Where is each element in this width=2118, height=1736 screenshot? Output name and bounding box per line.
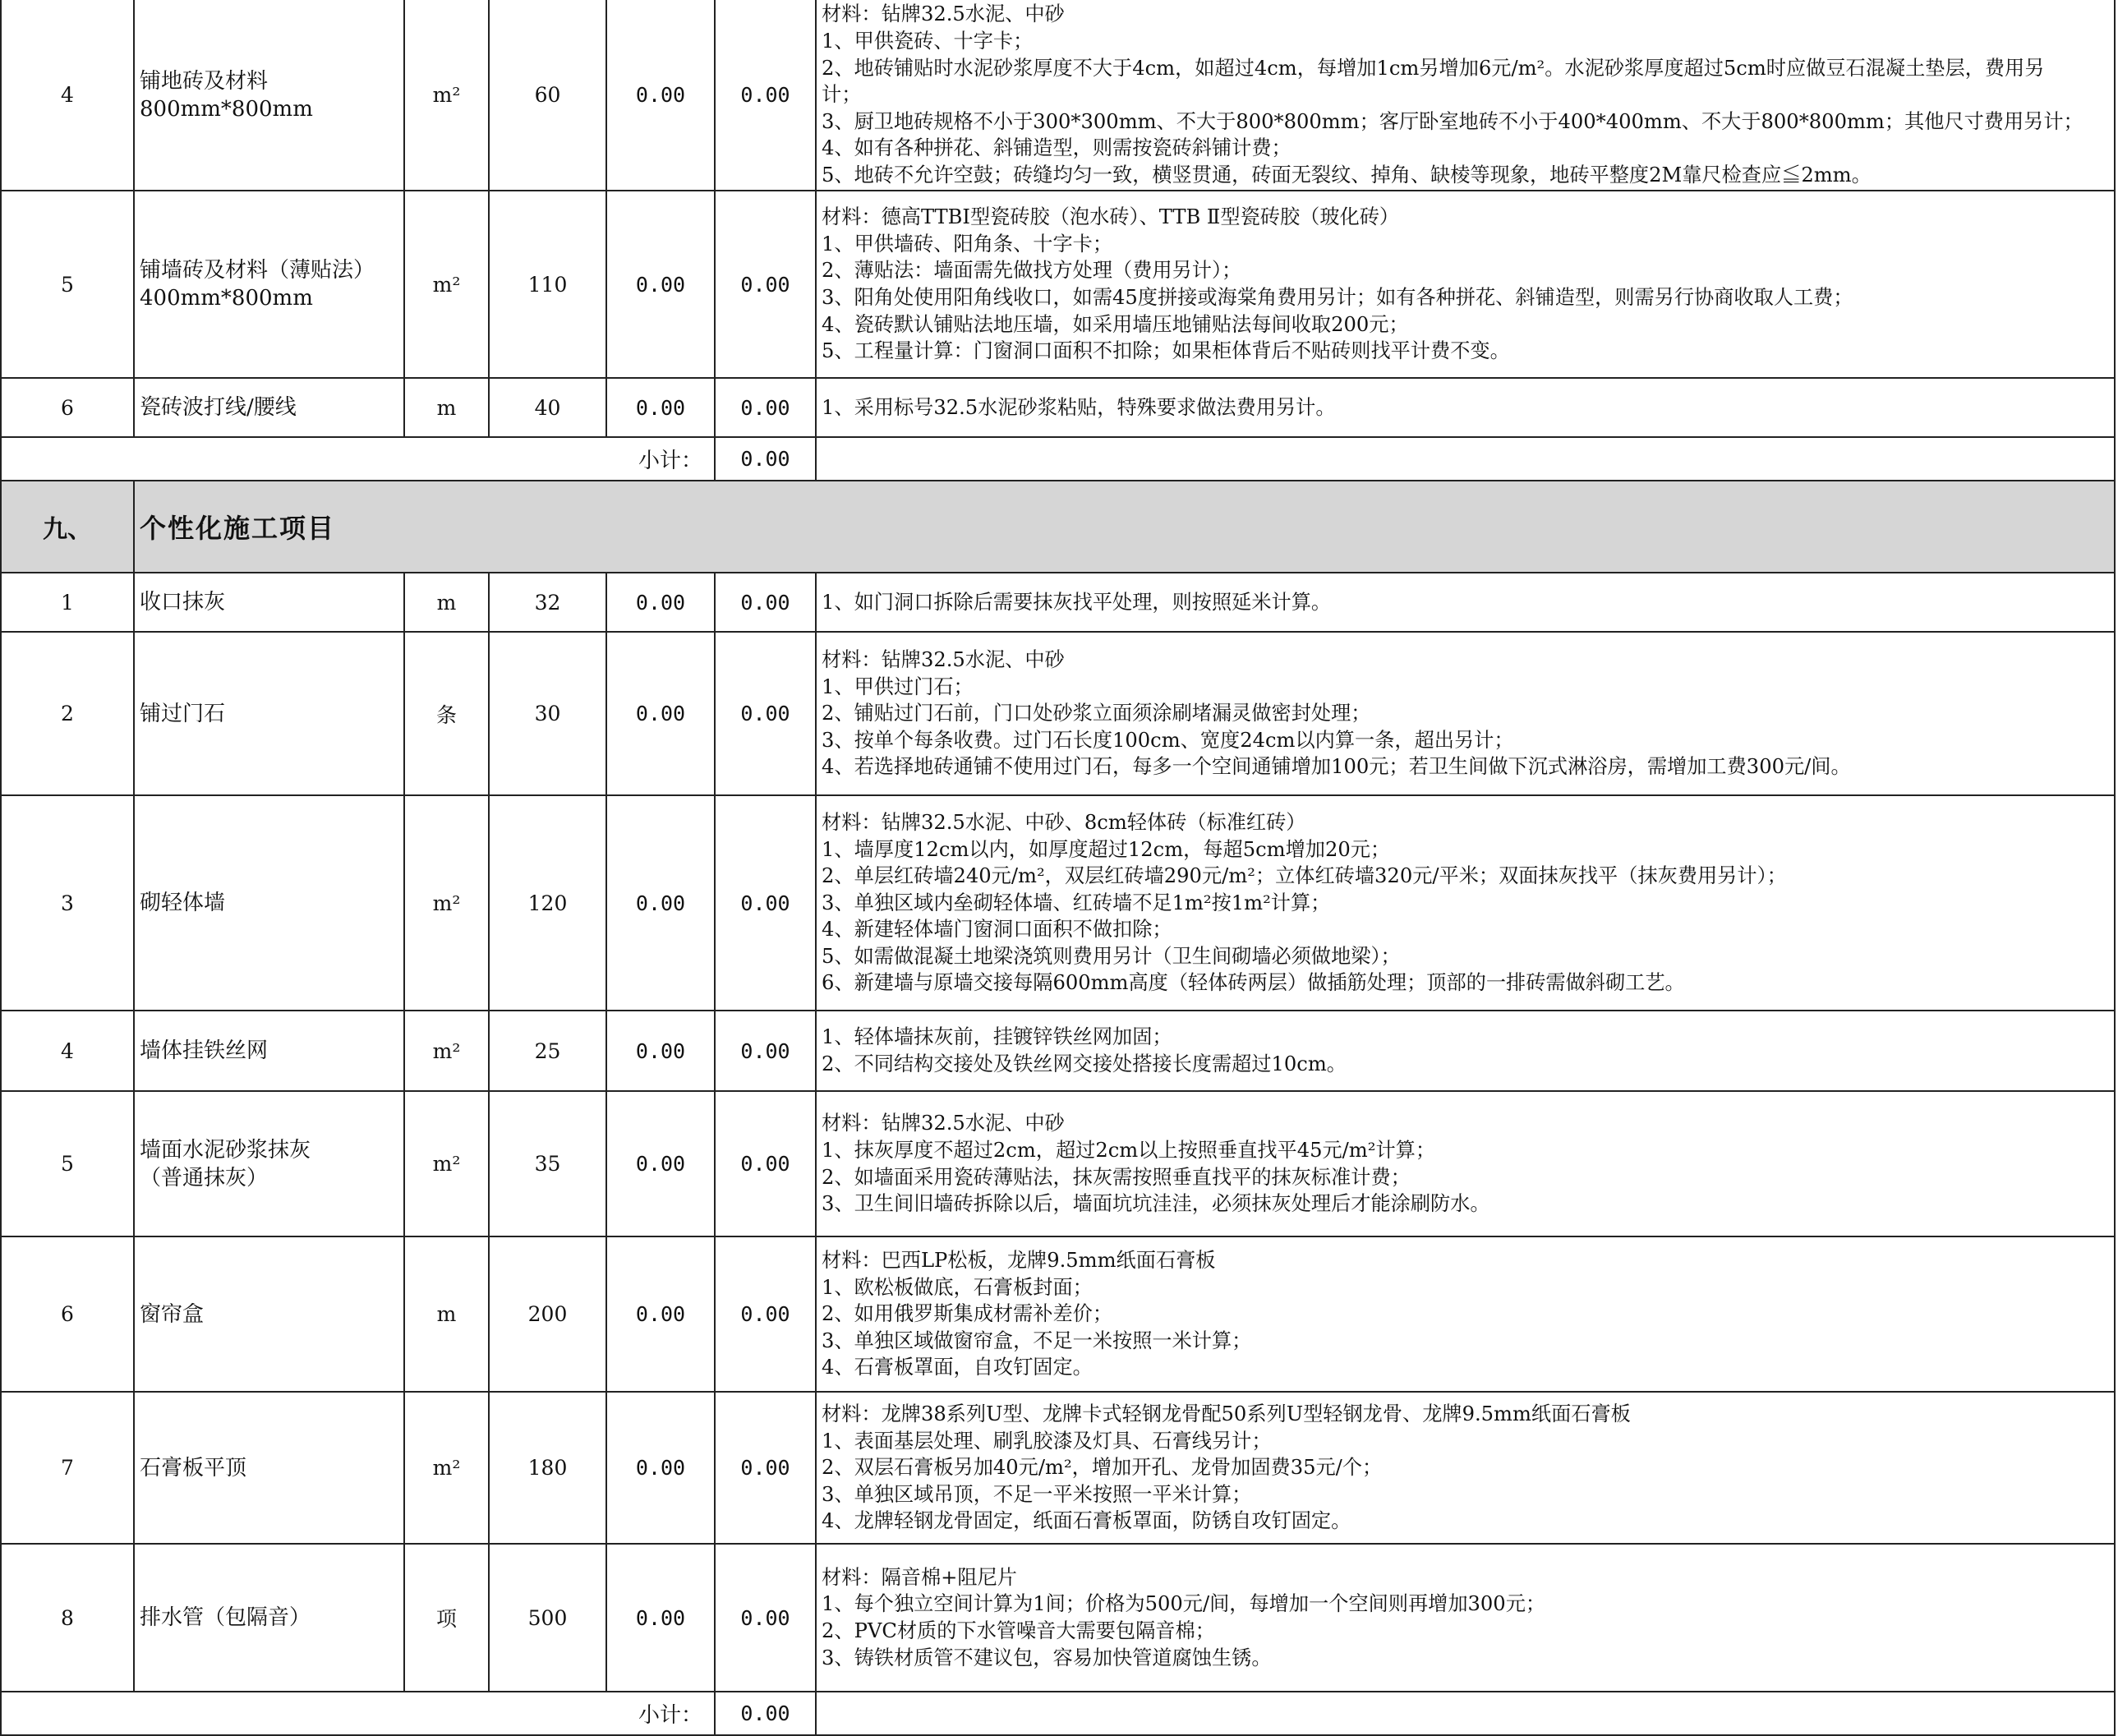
description-line: 1、墙厚度12cm以内，如厚度超过12cm，每超5cm增加20元；	[822, 837, 1391, 861]
item-name	[134, 1392, 404, 1544]
item-price: 0.00	[606, 573, 715, 632]
item-name-line: 排水管（包隔音）	[140, 1605, 311, 1630]
item-price: 0.00	[606, 1236, 715, 1392]
item-quantity: 200	[489, 1236, 606, 1392]
item-total: 0.00	[715, 191, 816, 378]
item-unit: m²	[404, 1392, 489, 1544]
item-name-line: 墙面水泥砂浆抹灰	[140, 1137, 311, 1163]
item-unit: m²	[404, 0, 489, 191]
section-number: 九、	[1, 481, 134, 573]
description-line: 6、新建墙与原墙交接每隔600mm高度（轻体砖两层）做插筋处理；顶部的一排砖需做斜砌工艺。	[822, 971, 1685, 995]
description-line: 4、石膏板罩面，自攻钉固定。	[822, 1356, 1093, 1379]
item-name	[134, 1236, 404, 1392]
item-unit: 条	[404, 632, 489, 795]
item-number: 4	[1, 0, 134, 191]
item-name	[134, 0, 404, 191]
item-number: 7	[1, 1392, 134, 1544]
item-name	[134, 632, 404, 795]
description-line: 1、欧松板做底，石膏板封面；	[822, 1275, 1093, 1299]
description-line: 2、地砖铺贴时水泥砂浆厚度不大于4cm，如超过4cm，每增加1cm另增加6元/m²。水泥砂浆厚度超过5cm时应做豆石混凝土垫层，费用另	[822, 56, 2045, 80]
description-line: 4、瓷砖默认铺贴法地压墙，如采用墙压地铺贴法每间收取200元；	[822, 312, 1409, 336]
item-number: 6	[1, 1236, 134, 1392]
item-number: 1	[1, 573, 134, 632]
item-name	[134, 378, 404, 437]
table-row	[1, 378, 2115, 437]
description-line: 3、单独区域吊顶，不足一平米按照一平米计算；	[822, 1482, 1252, 1506]
item-quantity: 32	[489, 573, 606, 632]
item-name-line: 800mm*800mm	[140, 96, 313, 122]
table-row	[1, 795, 2115, 1011]
description-line: 材料：龙牌38系列U型、龙牌卡式轻钢龙骨配50系列U型轻钢龙骨、龙牌9.5mm纸面石膏板	[822, 1402, 1631, 1426]
item-description	[816, 0, 2115, 191]
item-name-line: 铺地砖及材料	[140, 68, 269, 94]
item-name-line: 瓷砖波打线/腰线	[140, 395, 297, 420]
description-line: 1、轻体墙抹灰前，挂镀锌铁丝网加固；	[822, 1025, 1172, 1049]
item-number: 2	[1, 632, 134, 795]
table-row	[1, 632, 2115, 795]
item-name-line: 墙体挂铁丝网	[140, 1038, 269, 1063]
item-unit: m²	[404, 1011, 489, 1091]
item-price: 0.00	[606, 1011, 715, 1091]
item-name-line: 400mm*800mm	[140, 286, 313, 311]
description-line: 3、单独区域做窗帘盒，不足一米按照一米计算；	[822, 1328, 1252, 1352]
subtotal-value: 0.00	[715, 437, 816, 481]
description-line: 材料：钻牌32.5水泥、中砂	[822, 2, 1065, 26]
table-row	[1, 1236, 2115, 1392]
description-line: 2、薄贴法：墙面需先做找方处理（费用另计）；	[822, 259, 1242, 283]
description-line: 材料：钻牌32.5水泥、中砂、8cm轻体砖（标准红砖）	[822, 810, 1306, 834]
item-number: 3	[1, 795, 134, 1011]
section-header-row	[1, 481, 2115, 573]
item-total: 0.00	[715, 795, 816, 1011]
item-quantity: 60	[489, 0, 606, 191]
description-line: 2、PVC材质的下水管噪音大需要包隔音棉；	[822, 1619, 1215, 1642]
description-line: 2、单层红砖墙240元/m²，双层红砖墙290元/m²；立体红砖墙320元/平米；双面抹灰找平（抹灰费用另计）；	[822, 864, 1787, 888]
description-line: 1、表面基层处理、刷乳胶漆及灯具、石膏线另计；	[822, 1429, 1272, 1453]
subtotal-label: 小计：	[1, 437, 715, 481]
item-total: 0.00	[715, 0, 816, 191]
subtotal-value: 0.00	[715, 1692, 816, 1735]
item-name-line: 收口抹灰	[140, 590, 226, 615]
item-price: 0.00	[606, 378, 715, 437]
item-price: 0.00	[606, 0, 715, 191]
table-row	[1, 191, 2115, 378]
description-line: 3、卫生间旧墙砖拆除以后，墙面坑坑洼洼，必须抹灰处理后才能涂刷防水。	[822, 1192, 1490, 1216]
description-line: 4、若选择地砖通铺不使用过门石，每多一个空间通铺增加100元；若卫生间做下沉式淋浴房，需增加工费300元/间。	[822, 755, 1851, 779]
item-price: 0.00	[606, 191, 715, 378]
item-name-line: （普通抹灰）	[140, 1165, 269, 1190]
item-number: 8	[1, 1544, 134, 1692]
description-line: 1、甲供墙砖、阳角条、十字卡；	[822, 232, 1113, 256]
item-description	[816, 795, 2115, 1011]
item-number: 6	[1, 378, 134, 437]
item-name-line: 窗帘盒	[140, 1301, 205, 1327]
description-line: 材料：钻牌32.5水泥、中砂	[822, 1112, 1065, 1135]
item-total: 0.00	[715, 1091, 816, 1236]
item-name-line: 铺过门石	[140, 701, 226, 726]
item-price: 0.00	[606, 632, 715, 795]
description-line: 3、按单个每条收费。过门石长度100cm、宽度24cm以内算一条，超出另计；	[822, 728, 1514, 752]
item-total: 0.00	[715, 1011, 816, 1091]
description-line: 2、铺贴过门石前，门口处砂浆立面须涂刷堵漏灵做密封处理；	[822, 702, 1371, 725]
item-name	[134, 1011, 404, 1091]
item-description	[816, 1011, 2115, 1091]
item-total: 0.00	[715, 1544, 816, 1692]
item-unit: m	[404, 573, 489, 632]
description-line: 3、厨卫地砖规格不小于300*300mm、不大于800*800mm；客厅卧室地砖不小于400*400mm、不大于800*800mm；其他尺寸费用另计；	[822, 109, 2083, 133]
description-line: 5、如需做混凝土地梁浇筑则费用另计（卫生间砌墙必须做地梁）；	[822, 944, 1401, 968]
subtotal-row	[1, 1692, 2115, 1735]
item-unit: m²	[404, 1091, 489, 1236]
description-line: 1、采用标号32.5水泥砂浆粘贴，特殊要求做法费用另计。	[822, 395, 1336, 419]
table-row	[1, 1544, 2115, 1692]
table-row	[1, 1091, 2115, 1236]
item-name	[134, 573, 404, 632]
item-name-line: 砌轻体墙	[140, 891, 226, 915]
item-quantity: 40	[489, 378, 606, 437]
item-quantity: 25	[489, 1011, 606, 1091]
description-line: 3、阳角处使用阳角线收口，如需45度拼接或海棠角费用另计；如有各种拼花、斜铺造型，则需另行协商收取人工费；	[822, 286, 1853, 309]
item-price: 0.00	[606, 1091, 715, 1236]
item-total: 0.00	[715, 1236, 816, 1392]
item-number: 5	[1, 1091, 134, 1236]
item-description	[816, 378, 2115, 437]
description-line: 1、每个独立空间计算为1间；价格为500元/间，每增加一个空间则再增加300元；	[822, 1592, 1546, 1616]
item-number: 4	[1, 1011, 134, 1091]
item-unit: m²	[404, 795, 489, 1011]
item-total: 0.00	[715, 378, 816, 437]
table-row	[1, 0, 2115, 191]
item-unit: m	[404, 1236, 489, 1392]
item-unit: 项	[404, 1544, 489, 1692]
description-line: 计；	[822, 83, 862, 107]
item-total: 0.00	[715, 632, 816, 795]
subtotal-row	[1, 437, 2115, 481]
item-quantity: 35	[489, 1091, 606, 1236]
item-price: 0.00	[606, 1392, 715, 1544]
item-quantity: 120	[489, 795, 606, 1011]
item-description	[816, 1392, 2115, 1544]
subtotal-blank	[816, 437, 2115, 481]
description-line: 4、新建轻体墙门窗洞口面积不做扣除；	[822, 918, 1172, 942]
subtotal-label: 小计：	[1, 1692, 715, 1735]
description-line: 2、不同结构交接处及铁丝网交接处搭接长度需超过10cm。	[822, 1052, 1347, 1075]
item-quantity: 500	[489, 1544, 606, 1692]
item-description	[816, 191, 2115, 378]
subtotal-blank	[816, 1692, 2115, 1735]
item-unit: m²	[404, 191, 489, 378]
description-line: 2、双层石膏板另加40元/m²，增加开孔、龙骨加固费35元/个；	[822, 1456, 1383, 1480]
description-line: 5、地砖不允许空鼓；砖缝均匀一致，横竖贯通，砖面无裂纹、掉角、缺棱等现象，地砖平整度2M靠尺检查应≦2mm。	[822, 163, 1872, 186]
description-line: 3、单独区域内垒砌轻体墙、红砖墙不足1m²按1m²计算；	[822, 891, 1331, 914]
description-line: 4、如有各种拼花、斜铺造型，则需按瓷砖斜铺计费；	[822, 136, 1292, 160]
item-total: 0.00	[715, 1392, 816, 1544]
item-name	[134, 795, 404, 1011]
description-line: 5、工程量计算：门窗洞口面积不扣除；如果柜体背后不贴砖则找平计费不变。	[822, 339, 1510, 363]
item-total: 0.00	[715, 573, 816, 632]
item-name	[134, 1544, 404, 1692]
description-line: 3、铸铁材质管不建议包，容易加快管道腐蚀生锈。	[822, 1646, 1272, 1669]
item-unit: m	[404, 378, 489, 437]
item-price: 0.00	[606, 795, 715, 1011]
table-row	[1, 573, 2115, 632]
item-name-line: 石膏板平顶	[140, 1455, 247, 1480]
item-number: 5	[1, 191, 134, 378]
item-name	[134, 1091, 404, 1236]
description-line: 1、甲供过门石；	[822, 675, 974, 698]
item-description	[816, 632, 2115, 795]
description-line: 2、如墙面采用瓷砖薄贴法，抹灰需按照垂直找平的抹灰标准计费；	[822, 1165, 1411, 1189]
section-title: 个性化施工项目	[134, 481, 2115, 573]
item-name-line: 铺墙砖及材料（薄贴法）	[140, 258, 375, 283]
item-description	[816, 1091, 2115, 1236]
item-quantity: 30	[489, 632, 606, 795]
item-description	[816, 573, 2115, 632]
item-quantity: 180	[489, 1392, 606, 1544]
description-line: 材料：德高TTBⅠ型瓷砖胶（泡水砖）、TTB Ⅱ型瓷砖胶（玻化砖）	[822, 205, 1400, 229]
item-description	[816, 1544, 2115, 1692]
description-line: 1、抹灰厚度不超过2cm，超过2cm以上按照垂直找平45元/m²计算；	[822, 1138, 1436, 1162]
description-line: 4、龙牌轻钢龙骨固定，纸面石膏板罩面，防锈自攻钉固定。	[822, 1509, 1351, 1533]
description-line: 材料：隔音棉+阻尼片	[822, 1565, 1017, 1589]
description-line: 1、甲供瓷砖、十字卡；	[822, 30, 1034, 53]
table-row	[1, 1392, 2115, 1544]
description-line: 材料：巴西LP松板，龙牌9.5mm纸面石膏板	[822, 1249, 1216, 1273]
description-line: 材料：钻牌32.5水泥、中砂	[822, 648, 1065, 672]
item-description	[816, 1236, 2115, 1392]
description-line: 1、如门洞口拆除后需要抹灰找平处理，则按照延米计算。	[822, 590, 1332, 614]
item-name	[134, 191, 404, 378]
table-row	[1, 1011, 2115, 1091]
item-price: 0.00	[606, 1544, 715, 1692]
description-line: 2、如用俄罗斯集成材需补差价；	[822, 1302, 1113, 1326]
item-quantity: 110	[489, 191, 606, 378]
